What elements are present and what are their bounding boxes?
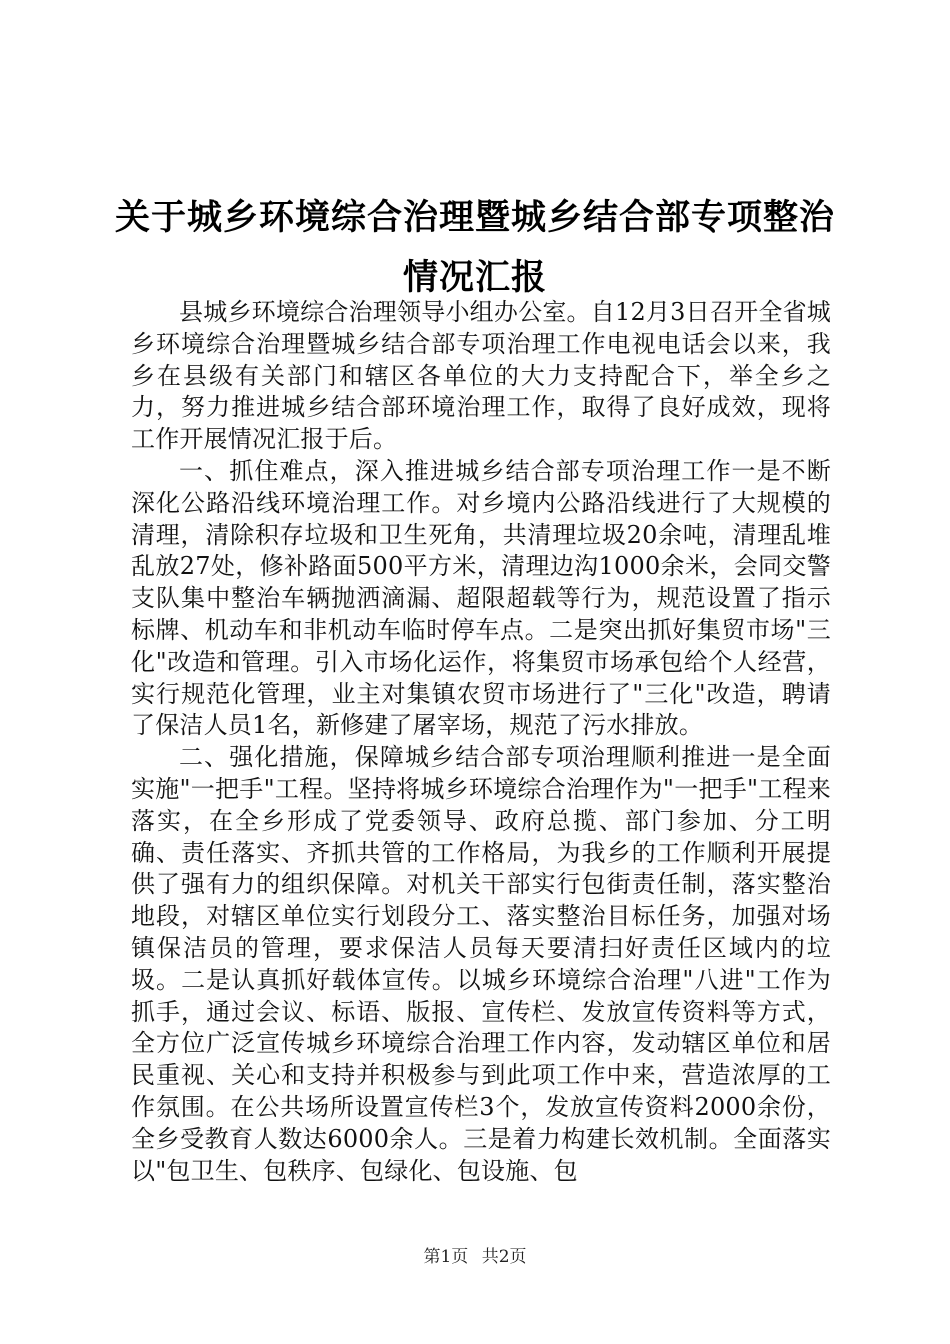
document-title-line-1: 关于城乡环境综合治理暨城乡结合部专项整治	[114, 198, 835, 238]
document-body	[131, 297, 831, 1187]
paragraph-section-2: 二、强化措施，保障城乡结合部专项治理顺利推进一是全面实施"一把手"工程。坚持将城乡环境综合治理作为"一把手"工程来落实，在全乡形成了党委领导、政府总揽、部门参加、分工明确、责任落实、齐抓共管的工作格局，为我乡的工作顺利开展提供了强有力的组织保障。对机关干部实行包街责任制，落实整治地段，对辖区单位实行划段分工、落实整治目标任务，加强对场镇保洁员的管理，要求保洁人员每天要清扫好责任区域内的垃圾。二是认真抓好载体宣传。以城乡环境综合治理"八进"工作为抓手，通过会议、标语、版报、宣传栏、发放宣传资料等方式，全方位广泛宣传城乡环境综合治理工作内容，发动辖区单位和居民重视、关心和支持并积极参与到此项工作中来，营造浓厚的工作氛围。在公共场所设置宣传栏3个，发放宣传资料2000余份，全乡受教育人数达6000余人。三是着力构建长效机制。全面落实以"包卫生、包秩序、包绿化、包设施、包	[131, 743, 831, 1185]
paragraph-intro: 县城乡环境综合治理领导小组办公室。自12月3日召开全省城乡环境综合治理暨城乡结合部专项治理工作电视电话会以来，我乡在县级有关部门和辖区各单位的大力支持配合下，举全乡之力，努力推进城乡结合部环境治理工作，取得了良好成效，现将工作开展情况汇报于后。	[131, 298, 831, 454]
document-title-line-2: 情况汇报	[402, 258, 547, 298]
page-number-total: 共2页	[481, 1247, 527, 1267]
page-number-current: 第1页	[423, 1247, 469, 1267]
paragraph-section-1: 一、抓住难点，深入推进城乡结合部专项治理工作一是不断深化公路沿线环境治理工作。对乡境内公路沿线进行了大规模的清理，清除积存垃圾和卫生死角，共清理垃圾20余吨，清理乱堆乱放27处，修补路面500平方米，清理边沟1000余米，会同交警支队集中整治车辆抛洒滴漏、超限超载等行为，规范设置了指示标牌、机动车和非机动车临时停车点。二是突出抓好集贸市场"三化"改造和管理。引入市场化运作，将集贸市场承包给个人经营，实行规范化管理，业主对集镇农贸市场进行了"三化"改造，聘请了保洁人员1名，新修建了屠宰场，规范了污水排放。	[131, 456, 831, 740]
page-footer	[0, 1242, 950, 1267]
